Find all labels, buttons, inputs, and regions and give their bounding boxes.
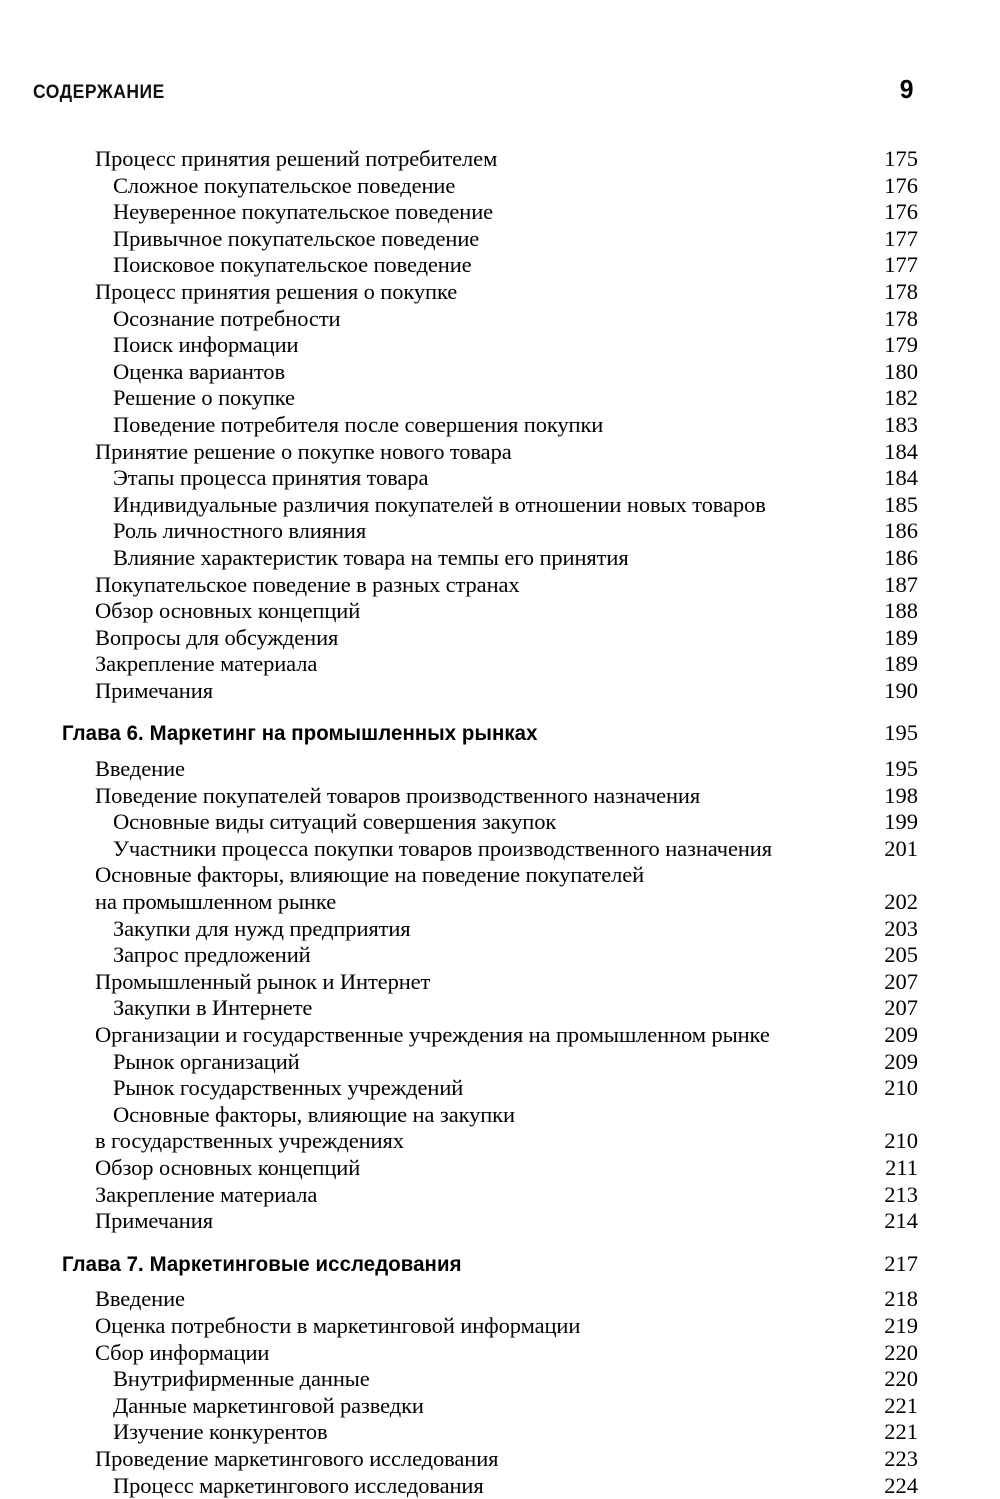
toc-entry-row[interactable] (62, 651, 918, 678)
toc-entry-row[interactable] (62, 412, 918, 439)
toc-entry-title: Закупки для нужд предприятия (62, 916, 411, 943)
toc-entry-row[interactable] (62, 1340, 918, 1367)
toc-entry-row[interactable] (62, 1286, 918, 1313)
toc-entry-page-number: 180 (872, 359, 918, 386)
toc-entry-page-number: 214 (872, 1208, 918, 1235)
toc-entry-title: Процесс принятия решений потребителем (62, 146, 497, 173)
toc-entry-title: Осознание потребности (62, 306, 341, 333)
toc-entry-title: Поисковое покупательское поведение (62, 252, 472, 279)
toc-entry-page-number: 195 (872, 720, 918, 747)
toc-chapter-title: Глава 6. Маркетинг на промышленных рынках (62, 721, 538, 748)
toc-entry-page-number: 188 (872, 598, 918, 625)
toc-entry-title: на промышленном рынке (62, 889, 336, 916)
toc-entry-row[interactable] (62, 545, 918, 572)
toc-entry-row[interactable] (62, 492, 918, 519)
running-head (33, 74, 913, 104)
toc-entry-title: Рынок организаций (62, 1049, 300, 1076)
toc-entry-title: Обзор основных концепций (62, 1155, 360, 1182)
toc-entry-page-number: 210 (872, 1128, 918, 1155)
toc-entry-row[interactable] (62, 1182, 918, 1209)
toc-entry-title: Покупательское поведение в разных странах (62, 572, 520, 599)
toc-entry-page-number: 183 (872, 412, 918, 439)
toc-entry-row[interactable] (62, 969, 918, 996)
toc-entry-page-number: 221 (872, 1393, 918, 1420)
toc-entry-title: Поиск информации (62, 332, 299, 359)
toc-entry-page-number: 199 (872, 809, 918, 836)
toc-entry-row[interactable] (62, 598, 918, 625)
toc-entry-title: Введение (62, 1286, 185, 1313)
toc-entry-title: Основные виды ситуаций совершения закупок (62, 809, 556, 836)
toc-entry-title: Внутрифирменные данные (62, 1366, 370, 1393)
toc-entry-page-number: 217 (872, 1251, 918, 1278)
toc-entry-row[interactable] (62, 1022, 918, 1049)
toc-entry-row[interactable] (62, 1049, 918, 1076)
toc-entry-page-number: 210 (872, 1075, 918, 1102)
toc-entry-title: Проведение маркетингового исследования (62, 1446, 498, 1473)
toc-entry-row[interactable] (62, 625, 918, 652)
toc-entry-title: Индивидуальные различия покупателей в отношении новых товаров (62, 492, 766, 519)
toc-entry-row[interactable] (62, 518, 918, 545)
toc-entry-row[interactable] (62, 1128, 918, 1155)
toc-entry-row[interactable] (62, 306, 918, 333)
toc-entry-title: Оценка потребности в маркетинговой информации (62, 1313, 580, 1340)
toc-entry-page-number: 178 (872, 306, 918, 333)
toc-entry-row[interactable] (62, 836, 918, 863)
toc-entry-row[interactable] (62, 252, 918, 279)
toc-entry-row[interactable] (62, 146, 918, 173)
toc-entry-page-number: 223 (872, 1446, 918, 1473)
toc-entry-row[interactable] (62, 1208, 918, 1235)
toc-entry-page-number: 202 (872, 889, 918, 916)
toc-entry-page-number: 186 (872, 518, 918, 545)
toc-entry-row[interactable] (62, 385, 918, 412)
toc-entry-page-number: 186 (872, 545, 918, 572)
toc-entry-page-number: 195 (872, 756, 918, 783)
toc-entry-title: Поведение покупателей товаров производственного назначения (62, 783, 700, 810)
toc-entry-page-number: 220 (872, 1340, 918, 1367)
toc-entry-row[interactable] (62, 1313, 918, 1340)
toc-entry-title: Вопросы для обсуждения (62, 625, 338, 652)
toc-entry-page-number: 207 (872, 969, 918, 996)
toc-entry-row[interactable] (62, 1102, 918, 1129)
toc-entry-row[interactable] (62, 199, 918, 226)
toc-entry-page-number: 213 (872, 1182, 918, 1209)
toc-entry-title: Закрепление материала (62, 1182, 317, 1209)
toc-entry-row[interactable] (62, 1446, 918, 1473)
toc-entry-page-number: 207 (872, 995, 918, 1022)
toc-chapter-row[interactable] (62, 1251, 918, 1278)
toc-entry-title: Влияние характеристик товара на темпы его принятия (62, 545, 629, 572)
toc-entry-page-number: 189 (872, 651, 918, 678)
toc-entry-page-number: 209 (872, 1022, 918, 1049)
toc-entry-title: Примечания (62, 678, 213, 705)
table-of-contents (62, 146, 918, 1499)
toc-entry-title: Изучение конкурентов (62, 1419, 328, 1446)
toc-entry-page-number: 209 (872, 1049, 918, 1076)
toc-entry-title: Сложное покупательское поведение (62, 173, 455, 200)
toc-entry-page-number: 182 (872, 385, 918, 412)
toc-entry-row[interactable] (62, 862, 918, 889)
toc-entry-page-number: 176 (872, 199, 918, 226)
toc-entry-page-number: 177 (872, 252, 918, 279)
toc-entry-row[interactable] (62, 359, 918, 386)
toc-entry-row[interactable] (62, 332, 918, 359)
toc-entry-page-number: 189 (872, 625, 918, 652)
toc-entry-title: Закупки в Интернете (62, 995, 312, 1022)
toc-entry-title: Оценка вариантов (62, 359, 285, 386)
toc-entry-row[interactable] (62, 1155, 918, 1182)
toc-entry-title: Закрепление материала (62, 651, 317, 678)
toc-entry-title: Роль личностного влияния (62, 518, 366, 545)
toc-entry-page-number: 185 (872, 492, 918, 519)
toc-entry-title: Процесс маркетингового исследования (62, 1473, 484, 1499)
toc-entry-page-number: 184 (872, 465, 918, 492)
toc-entry-page-number: 198 (872, 783, 918, 810)
toc-entry-row[interactable] (62, 942, 918, 969)
toc-entry-title: Рынок государственных учреждений (62, 1075, 463, 1102)
toc-entry-row[interactable] (62, 465, 918, 492)
toc-entry-row[interactable] (62, 889, 918, 916)
toc-entry-page-number: 201 (872, 836, 918, 863)
toc-entry-page-number: 176 (872, 173, 918, 200)
toc-entry-page-number: 205 (872, 942, 918, 969)
toc-entry-title: Организации и государственные учреждения на промышленном рынке (62, 1022, 770, 1049)
toc-entry-title: Процесс принятия решения о покупке (62, 279, 457, 306)
toc-entry-row[interactable] (62, 279, 918, 306)
toc-entry-row[interactable] (62, 1393, 918, 1420)
running-head-title: СОДЕРЖАНИЕ (33, 82, 165, 104)
toc-entry-row[interactable] (62, 809, 918, 836)
toc-chapter-row[interactable] (62, 720, 918, 747)
toc-entry-page-number: 187 (872, 572, 918, 599)
toc-entry-title: Поведение потребителя после совершения покупки (62, 412, 603, 439)
toc-entry-title: Привычное покупательское поведение (62, 226, 479, 253)
toc-entry-title: Запрос предложений (62, 942, 311, 969)
toc-entry-title: Участники процесса покупки товаров производственного назначения (62, 836, 772, 863)
page-folio: 9 (899, 74, 913, 105)
toc-entry-page-number: 179 (872, 332, 918, 359)
toc-entry-row[interactable] (62, 1419, 918, 1446)
toc-entry-title: Примечания (62, 1208, 213, 1235)
toc-entry-page-number: 218 (872, 1286, 918, 1313)
toc-entry-row[interactable] (62, 678, 918, 705)
toc-entry-row[interactable] (62, 1473, 918, 1499)
toc-entry-row[interactable] (62, 995, 918, 1022)
toc-entry-page-number: 224 (872, 1473, 918, 1499)
toc-entry-row[interactable] (62, 173, 918, 200)
toc-entry-page-number: 221 (872, 1419, 918, 1446)
toc-entry-page-number: 184 (872, 439, 918, 466)
toc-entry-title: Этапы процесса принятия товара (62, 465, 428, 492)
toc-entry-page-number: 175 (872, 146, 918, 173)
toc-entry-title: Основные факторы, влияющие на закупки (62, 1102, 515, 1129)
toc-entry-page-number: 190 (872, 678, 918, 705)
toc-entry-page-number: 177 (872, 226, 918, 253)
toc-entry-row[interactable] (62, 439, 918, 466)
toc-entry-row[interactable] (62, 916, 918, 943)
toc-entry-row[interactable] (62, 572, 918, 599)
toc-entry-title: Промышленный рынок и Интернет (62, 969, 430, 996)
toc-entry-title: Основные факторы, влияющие на поведение покупателей (62, 862, 644, 889)
toc-entry-row[interactable] (62, 756, 918, 783)
toc-entry-row[interactable] (62, 226, 918, 253)
toc-entry-title: в государственных учреждениях (62, 1128, 404, 1155)
toc-entry-title: Данные маркетинговой разведки (62, 1393, 424, 1420)
toc-entry-row[interactable] (62, 783, 918, 810)
toc-entry-title: Введение (62, 756, 185, 783)
toc-entry-row[interactable] (62, 1366, 918, 1393)
toc-entry-title: Принятие решение о покупке нового товара (62, 439, 512, 466)
toc-entry-page-number: 203 (872, 916, 918, 943)
toc-chapter-title: Глава 7. Маркетинговые исследования (62, 1252, 462, 1279)
toc-entry-title: Обзор основных концепций (62, 598, 360, 625)
toc-entry-page-number: 178 (872, 279, 918, 306)
toc-entry-page-number: 211 (872, 1155, 918, 1182)
toc-entry-title: Неуверенное покупательское поведение (62, 199, 493, 226)
toc-entry-title: Решение о покупке (62, 385, 295, 412)
toc-entry-page-number: 220 (872, 1366, 918, 1393)
toc-entry-page-number: 219 (872, 1313, 918, 1340)
toc-entry-title: Сбор информации (62, 1340, 269, 1367)
toc-entry-row[interactable] (62, 1075, 918, 1102)
